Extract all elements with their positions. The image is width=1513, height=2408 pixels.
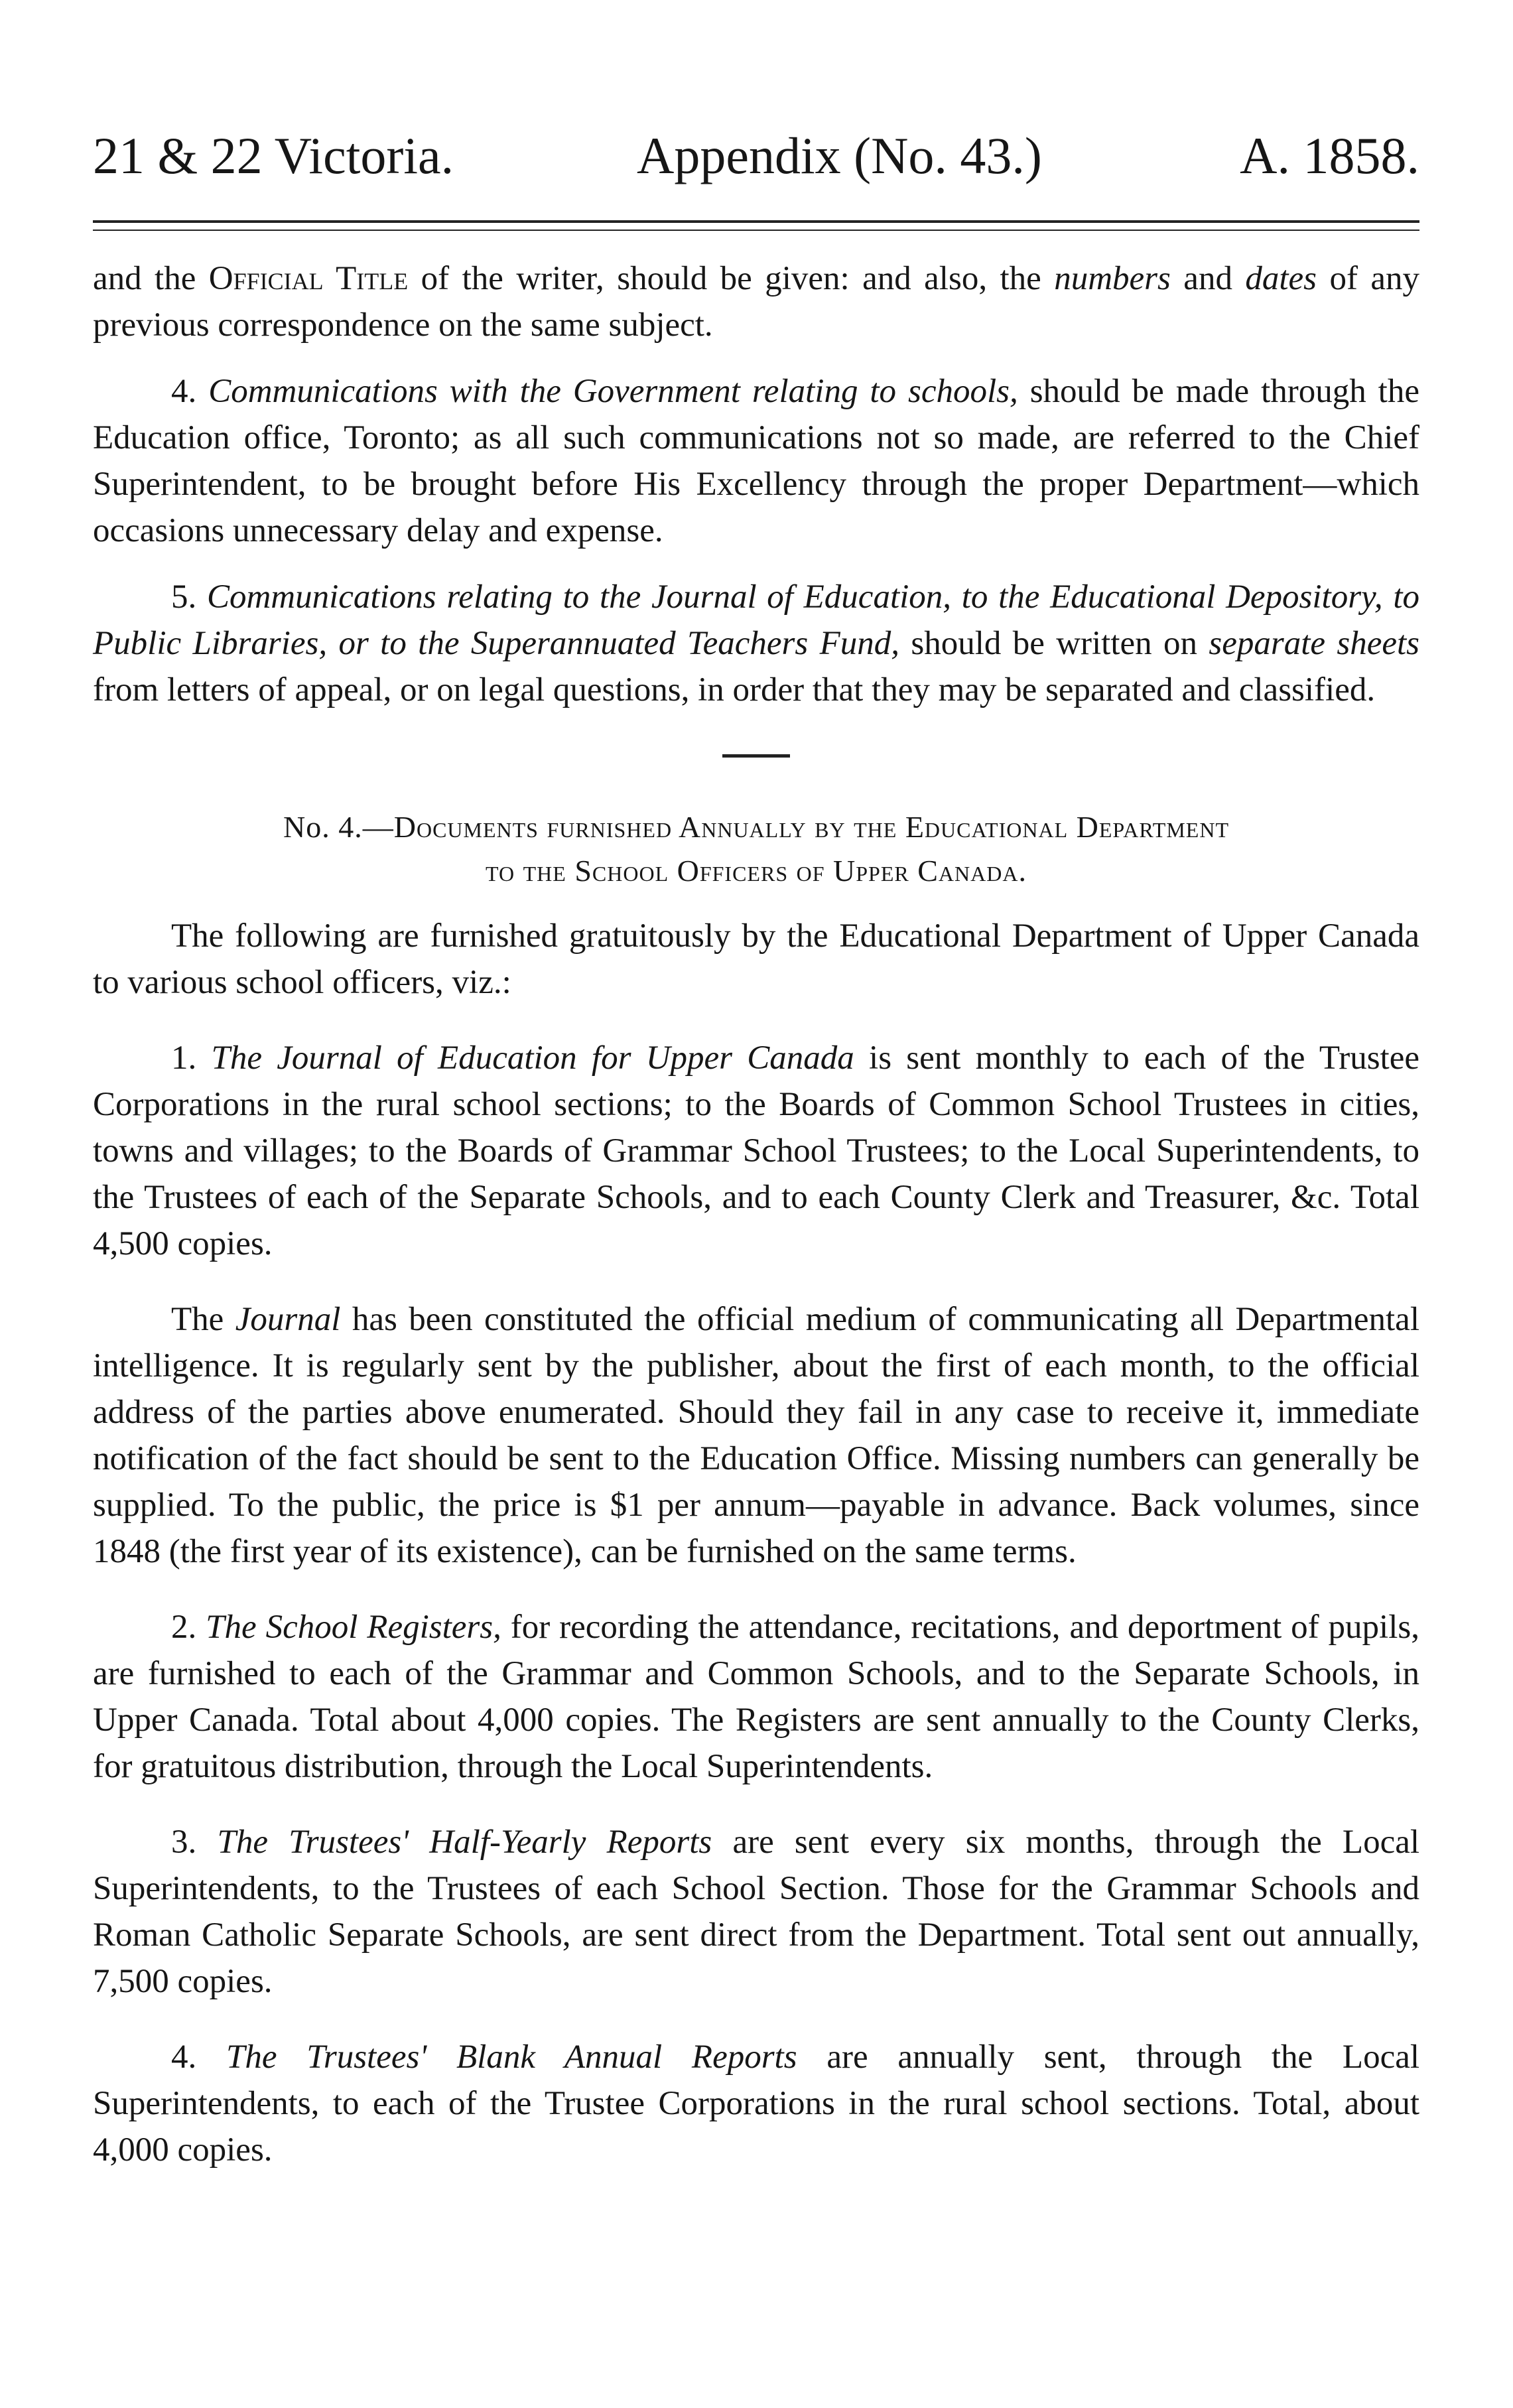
- list-item-3: 3. The Trustees' Half-Yearly Reports are sent every six months, through the Local Superintendents, to the Trustees of each School Section. Those for the Grammar Schools and Roman Catholic Separate Schools, are sent direct from the Department. Total sent out annually, 7,500 copies.: [93, 1824, 1420, 2000]
- numbers-text: numbers: [1054, 260, 1171, 297]
- item-number: 4.: [171, 2039, 227, 2076]
- section-heading: [93, 805, 1419, 893]
- item-number: 1.: [171, 1039, 212, 1077]
- journal-title: Journal: [235, 1301, 341, 1338]
- item-title: The School Registers,: [206, 1609, 501, 1646]
- section-divider: [722, 754, 790, 758]
- official-title-text: Official Title: [208, 260, 409, 297]
- header-session: 21 & 22 Victoria.: [93, 127, 454, 184]
- list-item-1: 1. The Journal of Education for Upper Canada is sent monthly to each of the Trustee Corporations in the rural school sections; to the Boards of Common School Trustees in cities, towns and villages; to the Boards of Grammar School Trustees; to the Local Superintendents, to the Trustees of each of the Separate Schools, and to each County Clerk and Treasurer, &c. Total 4,500 copies.: [93, 1039, 1419, 1262]
- header-double-rule: [93, 220, 1419, 231]
- section-title-line-1: Documents furnished Annually by the Educational Department: [393, 810, 1229, 844]
- separate-sheets-text: separate sheets: [1209, 625, 1419, 662]
- item-title: The Journal of Education for Upper Canada: [211, 1039, 854, 1077]
- section-number: No. 4.—: [283, 810, 394, 844]
- paragraph-number: 4.: [171, 373, 209, 410]
- header-appendix: Appendix (No. 43.): [637, 127, 1042, 184]
- section-intro: The following are furnished gratuitously by the Educational Department of Upper Canada to various school officers, viz.:: [93, 917, 1419, 1001]
- paragraph-intro-continued: and the Official Title of the writer, should be given: and also, the numbers and dates of any previous correspondence on the same subject.: [93, 260, 1419, 344]
- list-item-4: 4. The Trustees' Blank Annual Reports are annually sent, through the Local Superintendents, to each of the Trustee Corporations in the rural school sections. Total, about 4,000 copies.: [93, 2039, 1420, 2169]
- item-title: The Trustees' Blank Annual Reports: [226, 2039, 797, 2076]
- section-title-line-2: to the School Officers of Upper Canada.: [486, 854, 1027, 888]
- paragraph-heading: Communications relating to the Journal of Education, to the Educational Depository, to Public Libraries, or to the Superannuated Teachers Fund,: [93, 578, 1420, 662]
- list-item-2: 2. The School Registers, for recording the attendance, recitations, and deportment of pupils, are furnished to each of the Grammar and Common Schools, and to the Separate Schools, in Upper Canada. Total about 4,000 copies. The Registers are sent annually to the County Clerks, for gratuitous distribution, through the Local Superintendents.: [93, 1609, 1419, 1785]
- item-title: The Trustees' Half-Yearly Reports: [217, 1824, 712, 1861]
- paragraph-heading: Communications with the Government relating to schools,: [208, 373, 1018, 410]
- item-number: 3.: [171, 1824, 218, 1861]
- dates-text: dates: [1245, 260, 1317, 297]
- paragraph-number: 5.: [171, 578, 207, 616]
- header-year: A. 1858.: [1240, 127, 1419, 184]
- item-number: 2.: [171, 1609, 206, 1646]
- body-text: [93, 255, 1419, 2173]
- running-header: [93, 126, 1419, 186]
- paragraph-4: 4. Communications with the Government relating to schools, should be made through the Education office, Toronto; as all such communications not so made, are referred to the Chief Superintendent, to be brought before His Excellency through the proper Department—which occasions unnecessary delay and expense.: [93, 373, 1419, 549]
- paragraph-5: 5. Communications relating to the Journal of Education, to the Educational Depository, to Public Libraries, or to the Superannuated Teachers Fund, should be written on separate sheets from letters of appeal, or on legal questions, in order that they may be separated and classified.: [93, 578, 1420, 708]
- journal-paragraph: The Journal has been constituted the official medium of communicating all Departmental intelligence. It is regularly sent by the publisher, about the first of each month, to the official address of the parties above enumerated. Should they fail in any case to receive it, immediate notification of the fact should be sent to the Education Office. Missing numbers can generally be supplied. To the public, the price is $1 per annum—payable in advance. Back volumes, since 1848 (the first year of its existence), can be furnished on the same terms.: [93, 1301, 1419, 1570]
